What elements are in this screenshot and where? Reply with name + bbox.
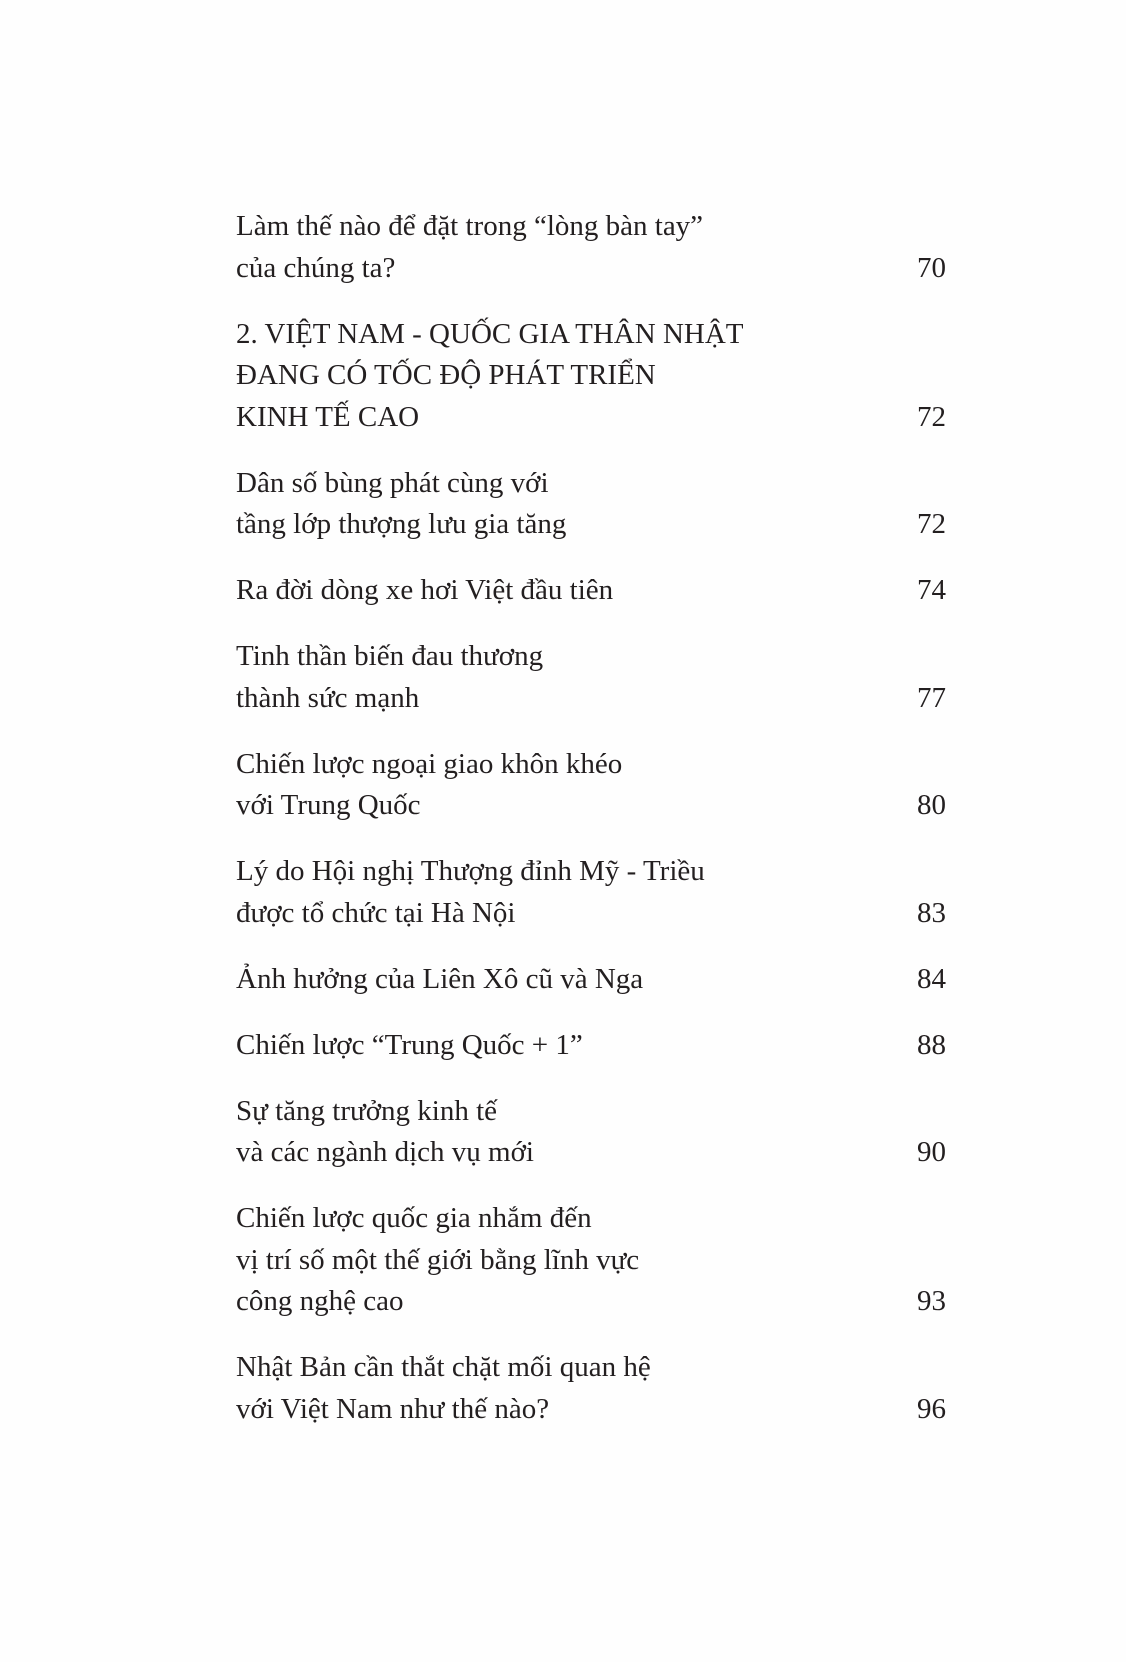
toc-title-line: Ra đời dòng xe hơi Việt đầu tiên — [236, 574, 614, 606]
toc-title-line: Tinh thần biến đau thương — [236, 640, 544, 672]
toc-page-number: 80 — [917, 789, 946, 821]
toc-chapter-heading[interactable] — [236, 314, 946, 439]
table-of-contents — [236, 206, 946, 1455]
toc-page-number: 88 — [917, 1028, 946, 1061]
toc-title-line: Lý do Hội nghị Thượng đỉnh Mỹ - Triều — [236, 855, 705, 887]
toc-entry-title — [236, 1347, 886, 1430]
toc-page-number: 96 — [917, 1392, 946, 1425]
toc-title-line: Sự tăng trưởng kinh tế — [236, 1094, 498, 1127]
toc-title-line: Nhật Bản cần thắt chặt mối quan hệ — [236, 1351, 651, 1383]
toc-page-number: 72 — [917, 400, 946, 433]
toc-page-number: 84 — [917, 962, 946, 995]
toc-title-line: Chiến lược “Trung Quốc + 1” — [236, 1028, 583, 1061]
toc-page-number: 70 — [917, 251, 946, 284]
toc-entry[interactable] — [236, 636, 946, 719]
toc-entry[interactable] — [236, 1347, 946, 1430]
toc-page-number: 77 — [917, 681, 946, 714]
toc-entry[interactable] — [236, 570, 946, 612]
toc-title-line: Ảnh hưởng của Liên Xô cũ và Nga — [236, 962, 644, 995]
toc-entry[interactable] — [236, 1198, 946, 1323]
toc-entry-title — [236, 463, 886, 546]
toc-title-line: Chiến lược ngoại giao khôn khéo — [236, 747, 623, 780]
toc-entry-title — [236, 570, 886, 612]
toc-entry[interactable] — [236, 959, 946, 1001]
toc-entry[interactable] — [236, 851, 946, 934]
toc-title-line: công nghệ cao — [236, 1285, 404, 1317]
toc-title-line: ĐANG CÓ TỐC ĐỘ PHÁT TRIỂN — [236, 359, 656, 391]
toc-entry-title — [236, 959, 886, 1001]
toc-title-line: Làm thế nào để đặt trong “lòng bàn tay” — [236, 210, 704, 242]
toc-entry[interactable] — [236, 206, 946, 289]
toc-entry-title — [236, 1198, 886, 1323]
toc-entry-title — [236, 636, 886, 719]
toc-title-line: Dân số bùng phát cùng với — [236, 466, 549, 499]
toc-entry-title — [236, 314, 886, 439]
toc-page-number: 72 — [917, 508, 946, 540]
toc-title-line: Chiến lược quốc gia nhắm đến — [236, 1202, 592, 1234]
toc-entry-title — [236, 851, 886, 934]
toc-title-line: thành sức mạnh — [236, 681, 420, 714]
toc-entry[interactable] — [236, 1025, 946, 1067]
toc-entry-title — [236, 1091, 886, 1174]
toc-entry[interactable] — [236, 1091, 946, 1174]
toc-entry[interactable] — [236, 463, 946, 546]
toc-title-line: KINH TẾ CAO — [236, 400, 420, 433]
toc-title-line: của chúng ta? — [236, 251, 396, 284]
toc-title-line: được tổ chức tại Hà Nội — [236, 896, 516, 929]
toc-entry-title — [236, 1025, 886, 1067]
toc-entry-title — [236, 744, 886, 827]
toc-title-line: vị trí số một thế giới bằng lĩnh vực — [236, 1243, 640, 1276]
toc-page-number: 74 — [917, 574, 946, 606]
toc-title-line: với Việt Nam như thế nào? — [236, 1392, 550, 1425]
toc-page-number: 83 — [917, 896, 946, 929]
toc-entry[interactable] — [236, 744, 946, 827]
toc-title-line: và các ngành dịch vụ mới — [236, 1136, 534, 1168]
toc-page-number: 90 — [917, 1136, 946, 1168]
toc-entry-title — [236, 206, 886, 289]
toc-page-number: 93 — [917, 1285, 946, 1317]
toc-title-line: với Trung Quốc — [236, 789, 421, 821]
toc-title-line: tầng lớp thượng lưu gia tăng — [236, 508, 567, 540]
toc-title-line: 2. VIỆT NAM - QUỐC GIA THÂN NHẬT — [236, 317, 744, 350]
